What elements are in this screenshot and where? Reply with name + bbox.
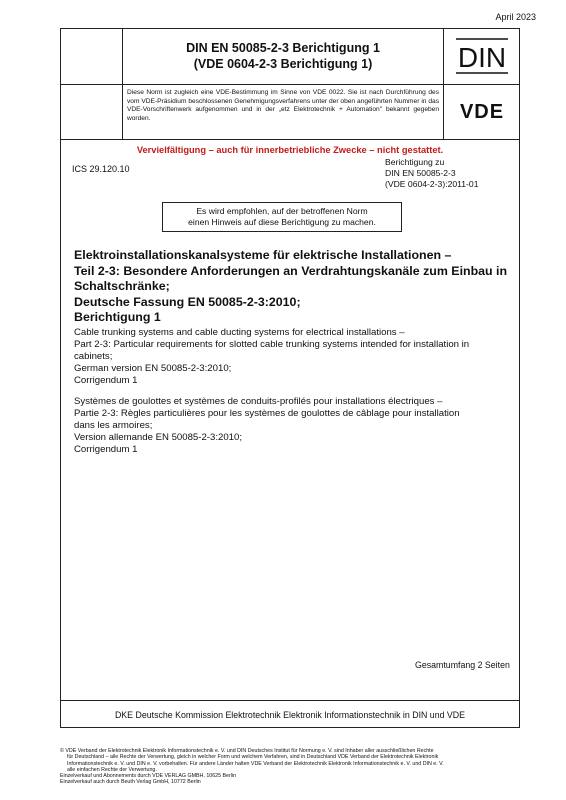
french-title-line: Corrigendum 1 bbox=[74, 444, 138, 455]
issue-date: April 2023 bbox=[495, 12, 536, 22]
din-logo-text: DIN bbox=[457, 42, 507, 73]
german-title-line: Elektroinstallationskanalsysteme für elektrische Installationen – bbox=[74, 248, 452, 262]
dke-line: DKE Deutsche Kommission Elektrotechnik Elektronik Informationstechnik in DIN und VDE bbox=[114, 710, 466, 720]
correction-ref-line: DIN EN 50085-2-3 bbox=[385, 168, 456, 178]
recommendation-box bbox=[162, 202, 402, 232]
din-logo-box bbox=[443, 28, 520, 85]
correction-ref-line: Berichtigung zu bbox=[385, 157, 445, 167]
french-title-line: Version allemande EN 50085-2-3:2010; bbox=[74, 432, 243, 443]
standard-number: DIN EN 50085-2-3 Berichtigung 1 bbox=[186, 41, 380, 55]
vde-logo: VDE bbox=[459, 100, 505, 123]
vde-notice-text: Diese Norm ist zugleich eine VDE-Bestimmung im Sinne von VDE 0022. Sie ist nach Durchführung des vom VDE-Präsidium beschlossenen Genehmigungsverfahrens unter der oben angeführten Nummer in das VDE-Vorschriftenwerk aufgenommen und in der „etz Elektrotechnik + Automation" bekannt gegeben worden. bbox=[127, 89, 439, 122]
vde-number: (VDE 0604-2-3 Berichtigung 1) bbox=[193, 57, 373, 71]
german-title bbox=[74, 248, 514, 326]
english-title-line: Cable trunking systems and cable ducting systems for electrical installations – bbox=[74, 327, 405, 338]
recommendation-line: Es wird empfohlen, auf der betroffenen Norm bbox=[196, 206, 368, 216]
german-title-line: Teil 2-3: Besondere Anforderungen an Verdrahtungskanäle zum Einbau in bbox=[74, 263, 508, 278]
header-blank-cell bbox=[60, 28, 123, 85]
copyright-line: Informationstechnik e. V. und DIN e. V. vorbehalten. Für andere Länder halten VDE Verband der Elektrotechnik Elektronik Informationstechnik e. V. und DIN e. V. bbox=[67, 760, 444, 767]
german-title-line: Deutsche Fassung EN 50085-2-3:2010; bbox=[74, 294, 301, 309]
ics-code: ICS 29.120.10 bbox=[72, 164, 130, 174]
standard-title-box bbox=[123, 28, 443, 85]
copyright-notice bbox=[60, 748, 530, 786]
correction-reference bbox=[385, 157, 478, 190]
english-title-line: Corrigendum 1 bbox=[74, 375, 138, 386]
copyright-line: © VDE Verband der Elektrotechnik Elektronik Informationstechnik e. V. und DIN Deutsches Institut für Normung e. V. sind Inhaber aller ausschließlichen Rechte bbox=[60, 748, 434, 754]
din-logo bbox=[454, 36, 510, 76]
german-title-line: Schaltschränke; bbox=[74, 279, 170, 293]
vde-logo-box bbox=[443, 85, 520, 140]
copy-warning: Vervielfältigung – auch für innerbetriebliche Zwecke – nicht gestattet. bbox=[136, 145, 444, 155]
french-title-line: Systèmes de goulottes et systèmes de conduits-profilés pour installations électriques – bbox=[74, 396, 443, 407]
correction-ref-line: (VDE 0604-2-3):2011-01 bbox=[385, 179, 479, 189]
copyright-line: Einzelverkauf und Abonnements durch VDE VERLAG GMBH, 10625 Berlin bbox=[60, 773, 237, 780]
vde-notice-box bbox=[123, 85, 443, 140]
french-title-line: dans les armoires; bbox=[74, 420, 153, 431]
header-blank-cell-2 bbox=[60, 85, 123, 140]
english-title-line: Part 2-3: Particular requirements for slotted cable trunking systems intended for installation in bbox=[74, 339, 470, 350]
english-title bbox=[74, 327, 514, 387]
copyright-line: Einzelverkauf auch durch Beuth Verlag GmbH, 10772 Berlin bbox=[60, 779, 201, 786]
english-title-line: cabinets; bbox=[74, 351, 113, 362]
copyright-line: alle einfachen Rechte der Verwertung. bbox=[67, 766, 157, 773]
french-title-line: Partie 2-3: Règles particulières pour les systèmes de goulottes de câblage pour installation bbox=[74, 408, 460, 419]
total-pages: Gesamtumfang 2 Seiten bbox=[415, 660, 510, 670]
french-title bbox=[74, 396, 514, 456]
english-title-line: German version EN 50085-2-3:2010; bbox=[74, 363, 232, 374]
german-title-line: Berichtigung 1 bbox=[74, 310, 161, 324]
recommendation-line: einen Hinweis auf diese Berichtigung zu machen. bbox=[188, 217, 376, 227]
copyright-line: für Deutschland – alle Rechte der Verwertung, gleich in welcher Form und welchem Verfahren, sind in Deutschland VDE Verband der Elektrotechnik Elektronik bbox=[67, 754, 439, 761]
footer-divider bbox=[60, 700, 520, 701]
